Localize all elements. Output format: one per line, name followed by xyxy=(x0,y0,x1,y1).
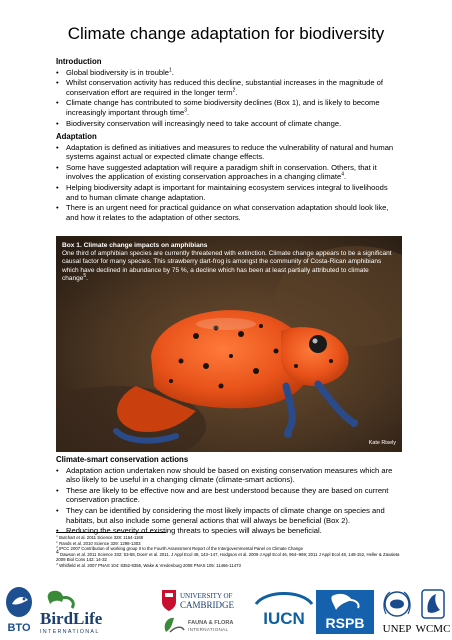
page-title: Climate change adaptation for biodiversity xyxy=(67,24,385,43)
adaptation-bullet-3: • Helping biodiversity adapt is important for maintaining ecosystem services integral to livelihoods and to human climate change adaptation. xyxy=(56,183,402,202)
footnote-divider xyxy=(56,532,166,533)
box-1-text xyxy=(62,242,392,283)
cambridge-text: CAMBRIDGE xyxy=(180,600,235,610)
partner-logos xyxy=(0,586,452,640)
box-1-amphibians xyxy=(56,236,402,452)
bto-logo xyxy=(4,586,34,636)
cambridge-university-of-text: UNIVERSITY OF xyxy=(180,592,233,600)
adaptation-section xyxy=(56,132,402,223)
introduction-list xyxy=(56,68,402,129)
birdlife-logo-text: BirdLife xyxy=(40,609,103,628)
bto-logo-text: BTO xyxy=(7,622,31,634)
introduction-section xyxy=(56,57,402,129)
adaptation-bullet-1: • Adaptation is defined as initiatives and measures to reduce the vulnerability of natural and human systems against actual or expected climate change effects. xyxy=(56,143,402,162)
introduction-bullet-3: • Climate change has contributed to some biodiversity declines (Box 1), and is likely to become increasingly important through time$^3$. xyxy=(56,98,402,117)
introduction-heading: Introduction xyxy=(56,57,102,66)
climate-smart-heading: Climate-smart conservation actions xyxy=(56,455,189,464)
box-1-title: Box 1. Climate change impacts on amphibians xyxy=(62,242,208,249)
adaptation-list xyxy=(56,143,402,223)
cambridge-logo xyxy=(160,588,242,612)
footnotes xyxy=(56,535,406,569)
introduction-bullet-2: • Whilst conservation activity has reduced this decline, substantial increases in the magnitude of conservation effort are required in the longer term$^2$. xyxy=(56,78,402,97)
fauna-flora-logo xyxy=(160,614,242,636)
climate-smart-section xyxy=(56,455,402,537)
climate-smart-bullet-4: • Reducing the severity of existing threats to species will always be beneficial. xyxy=(56,526,402,536)
introduction-bullet-1: • Global biodiversity is in trouble$^1$. xyxy=(56,68,402,78)
birdlife-international-text: INTERNATIONAL xyxy=(40,629,100,635)
wcmc-logo xyxy=(414,588,452,638)
adaptation-bullet-4: • There is an urgent need for practical guidance on what conservation adaptation should look like, and how it relates to the adaptation of other sectors. xyxy=(56,203,402,222)
footnote-1: $^1$ Butchart et al. 2011 Science 328: 1164-1168 xyxy=(56,535,144,540)
fauna-flora-international-text: INTERNATIONAL xyxy=(188,627,229,632)
fauna-flora-text: FAUNA & FLORA xyxy=(188,620,234,626)
photo-credit: Kate Risely xyxy=(368,440,396,446)
climate-smart-bullet-1: • Adaptation action undertaken now should be based on existing conservation measures which are also likely to be useful in a changing climate (climate-smart actions). xyxy=(56,466,402,485)
climate-smart-bullet-3: • They can be identified by considering the most likely impacts of climate change on species and habitats, but also include some general actions that will always be beneficial (Box 2). xyxy=(56,506,402,525)
introduction-bullet-4: • Biodiversity conservation will increasingly need to take account of climate change. xyxy=(56,119,402,129)
unep-logo-text: UNEP xyxy=(382,623,412,635)
footnote-3: $^3$ IPCC 2007 Contribution of working group II to the Fourth Assessment Report of the Intergovernmental Panel on Climate Change xyxy=(56,546,303,552)
rspb-logo-text: RSPB xyxy=(325,615,365,631)
wcmc-logo-text: WCMC xyxy=(415,623,451,635)
adaptation-heading: Adaptation xyxy=(56,132,97,141)
footnote-5: $^5$ Whitfield et al. 2007 PNAS 104: 8352-8356, Wake & Vredenburg 2008 PNAS 105: 11466-11473 xyxy=(56,562,241,568)
box-1-body: One third of amphibian species are currently threatened with extinction. Climate change appears to be a significant causal factor for many species. This strawberry dart-frog is amongst the community of Costa-Rican amphibians which have declined in abundance by 75 %, a decline which has been at least partially attributed to climate change$^5$. xyxy=(62,250,392,282)
climate-smart-bullet-2: • These are likely to be effective now and are best understood because they are based on current conservation practice. xyxy=(56,486,402,505)
climate-smart-list xyxy=(56,466,402,536)
iucn-logo xyxy=(252,588,316,634)
iucn-logo-text: IUCN xyxy=(263,609,305,628)
birdlife-logo xyxy=(36,588,126,636)
footnote-2: $^2$ Rands et al. 2010 Science 329: 1298-1303 xyxy=(56,540,141,546)
rspb-logo xyxy=(314,588,376,636)
unep-logo xyxy=(378,588,416,638)
adaptation-bullet-2: • Some have suggested adaptation will require a paradigm shift in conservation. Others, that it involves the application of existing conservation approaches in a changing climate$^4$. xyxy=(56,163,402,182)
footnote-4: $^4$ Dawson et al. 2011 Science 332: 53-58, Doerr et al. 2011. J Appl Ecol 48, 143–147, Hodgson et al. 2009 J Appl Ecol 46, 964–969; 2011 J Appl Ecol 48, 148-152, Heller & Zavaleta 2009 Biol Cons 142: 14-32 xyxy=(56,549,400,563)
